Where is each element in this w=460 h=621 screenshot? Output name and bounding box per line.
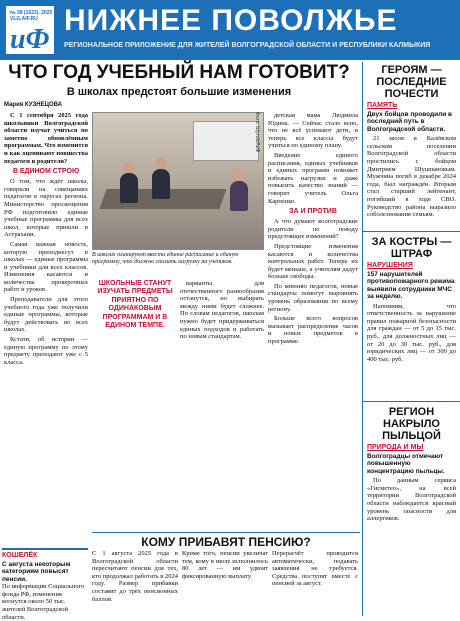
section-heading: В ЕДИНОМ СТРОЮ (12, 168, 80, 176)
left-news-box (2, 548, 88, 621)
sidebar-title: ЗА КОСТРЫ — ШТРАФ (371, 236, 452, 260)
article-column-1 (4, 112, 88, 544)
sidebar-text: 21 июля в Калёвском сельском поселении Волгоградской области простились с бойцом Дмитрием Шушпановым. Мужчина погиб в декабре 2024 года, был награждён. Вторым стал старший лейтенант, погибший в ходе СВО. Руководство района выразило соболезнования семьям. (367, 135, 456, 219)
masthead-title: НИЖНЕЕ ПОВОЛЖЬЕ (64, 4, 398, 37)
sidebar-lead: Волгоградцы отмечают повышенную концентрацию пыльцы. (367, 453, 445, 475)
left-box-tag[interactable]: КОШЕЛЁК (2, 552, 38, 559)
bottom-column-1: С 1 августа 2025 года в Волгоградской области пересчитают пенсии для тех, кто продолжал работать в 2024 году. Размер прибавки составит до трёх пенсионных баллов. (92, 550, 178, 603)
article-lead: С 1 сентября 2025 года школьники Волгоградской области изучат учиться по заметно обновлённым программам. Что изменится и как оценивают новшества педагоги и родители? (4, 112, 88, 165)
sidebar-title: ГЕРОЯМ — ПОСЛЕДНИЕ ПОЧЕСТИ (376, 64, 447, 100)
photo-credit: Фото: Шутов/АиФ (254, 112, 260, 153)
issue-number: № 38 (1623). 2025 г. VLG.AIF.RU (10, 10, 57, 22)
teacher-head-shape (233, 169, 245, 181)
student-head-shape (123, 161, 135, 173)
sidebar-tag[interactable]: ПРИРОДА И МЫ (367, 444, 424, 451)
student-shape (152, 169, 170, 199)
left-box-body: По информации Социального фонда РФ, изменения коснутся около 50 тыс. жителей Волгоградской области. (2, 583, 85, 621)
bottom-column-3: Перерасчёт проводится автоматически, подавать заявления не требуется. Средства поступят вместе с пенсией за август. (272, 550, 358, 588)
student-head-shape (155, 157, 167, 169)
paragraph: детская мама Людмила Юдина. — Сейчас стало ясно, что не всё успевают дети, и теперь все классы будут учиться по единому плану. (268, 112, 358, 150)
sidebar-lead: Двух бойцов проводили в последний путь в Волгоградской области. (367, 111, 453, 133)
student-shape (120, 173, 138, 203)
article-photo (92, 112, 264, 250)
photo-caption: В школах планируют ввести единое расписание и единую программу, что должно снизить нагрузку на учеников. (92, 252, 239, 265)
left-box-lead: С августа некоторым категориям повысят пенсии. (2, 561, 71, 583)
sidebar-tag[interactable]: ПАМЯТЬ (367, 102, 398, 109)
paragraph: Предстоящие изменения касаются и количества контрольных работ. Теперь их будет меньше, а учителям дадут больше свободы. (268, 242, 358, 281)
paragraph: Самая важная новость, которую преподнесут в школах — единые программы и учебники для всех классов. Изменения касаются и количества проверочных работ и уроков. (4, 240, 88, 294)
sidebar-title: РЕГИОН НАКРЫЛО ПЫЛЬЦОЙ (382, 406, 441, 442)
paragraph: Кстати, об истории — единую программу по этому предмету преподают уже с 5 класса. (4, 336, 88, 366)
bottom-column-2: Кроме того, пенсии увеличат тем, кому в июле исполнилось 80 лет — им удвоят фиксированную выплату. (182, 550, 268, 580)
sidebar (362, 62, 460, 616)
article-author: Мария КУЗНЕЦОВА (4, 102, 62, 108)
sidebar-text: Напомним, что ответственность за нарушение правил пожарной безопасности для граждан — от 5 до 15 тыс. руб., для должностных лиц — от 20 до 30 тыс. руб., для юридических лиц — от 300 до 400 тыс. руб. (367, 302, 456, 363)
sidebar-lead: 157 нарушителей противопожарного режима выявили сотрудники МЧС за неделю. (367, 271, 455, 301)
pull-quote: ШКОЛЬНЫЕ СТАНУТ ИЗУЧАТЬ ПРЕДМЕТЫ ПРИЯТНО ПО ОДИНАКОВЫМ ПРОГРАММАМ И В ЕДИНОМ ТЕМПЕ. (97, 280, 173, 330)
sidebar-block-fines (363, 234, 460, 402)
article-subhead: В школах предстоят большие изменения (66, 86, 292, 98)
paragraph: О том, что ждёт школы, говорили на совещаниях педагогов в округах региона. Министерство просвещения РФ подготовило единые учебные программы для всех школ, которые пришли в Астрахани. (4, 178, 88, 239)
article-column-3 (268, 112, 358, 528)
paragraph: варианты для отечественного разнообразия останутся, но выбирать между ними будет сложнее. По словам педагогов, школам нужно будет придерживаться единых подходов и работать по новым стандартам. (180, 280, 264, 341)
logo[interactable] (4, 4, 56, 56)
sidebar-block-memory (363, 62, 460, 232)
classroom-board-shape (193, 121, 259, 161)
sidebar-block-pollen (363, 404, 460, 608)
masthead (0, 0, 460, 60)
paragraph: А что думают волгоградские родители по поводу предстоящих изменений? (268, 218, 358, 241)
teacher-shape (230, 181, 248, 211)
paragraph: Больше всего вопросов вызывает распределение часов и новых предметов в программе. (268, 315, 358, 346)
paragraph: Преподаватели для этого учебного года уже получили единые программы, которые будут действовать во всех школах. (4, 296, 88, 334)
sidebar-text: По данным сервиса «Гисметео», на всей территории Волгоградской области наблюдается красный уровень опасности для аллергиков. (367, 477, 456, 523)
logo-mark: иФ (10, 24, 50, 55)
paragraph: Введение единого расписания, единых учебников и единых программ поможет избежать нагрузки и даже повысить качество знаний — говорит учитель Ольга Карпенко. (268, 151, 358, 205)
paragraph: По мнению педагогов, новые стандарты помогут выровнять уровень образования по всему региону. (268, 282, 358, 313)
article-headline: ЧТО ГОД УЧЕБНЫЙ НАМ ГОТОВИТ? (8, 62, 350, 83)
article-column-2 (180, 280, 264, 528)
bottom-headline: КОМУ ПРИБАВЯТ ПЕНСИЮ? (92, 532, 360, 549)
masthead-subtitle: РЕГИОНАЛЬНОЕ ПРИЛОЖЕНИЕ ДЛЯ ЖИТЕЛЕЙ ВОЛГОГРАДСКОЙ ОБЛАСТИ И РЕСПУБЛИКИ КАЛМЫКИЯ (64, 42, 431, 49)
section-heading: ЗА И ПРОТИВ (289, 208, 337, 216)
sidebar-tag[interactable]: НАРУШЕНИЯ (367, 262, 413, 269)
